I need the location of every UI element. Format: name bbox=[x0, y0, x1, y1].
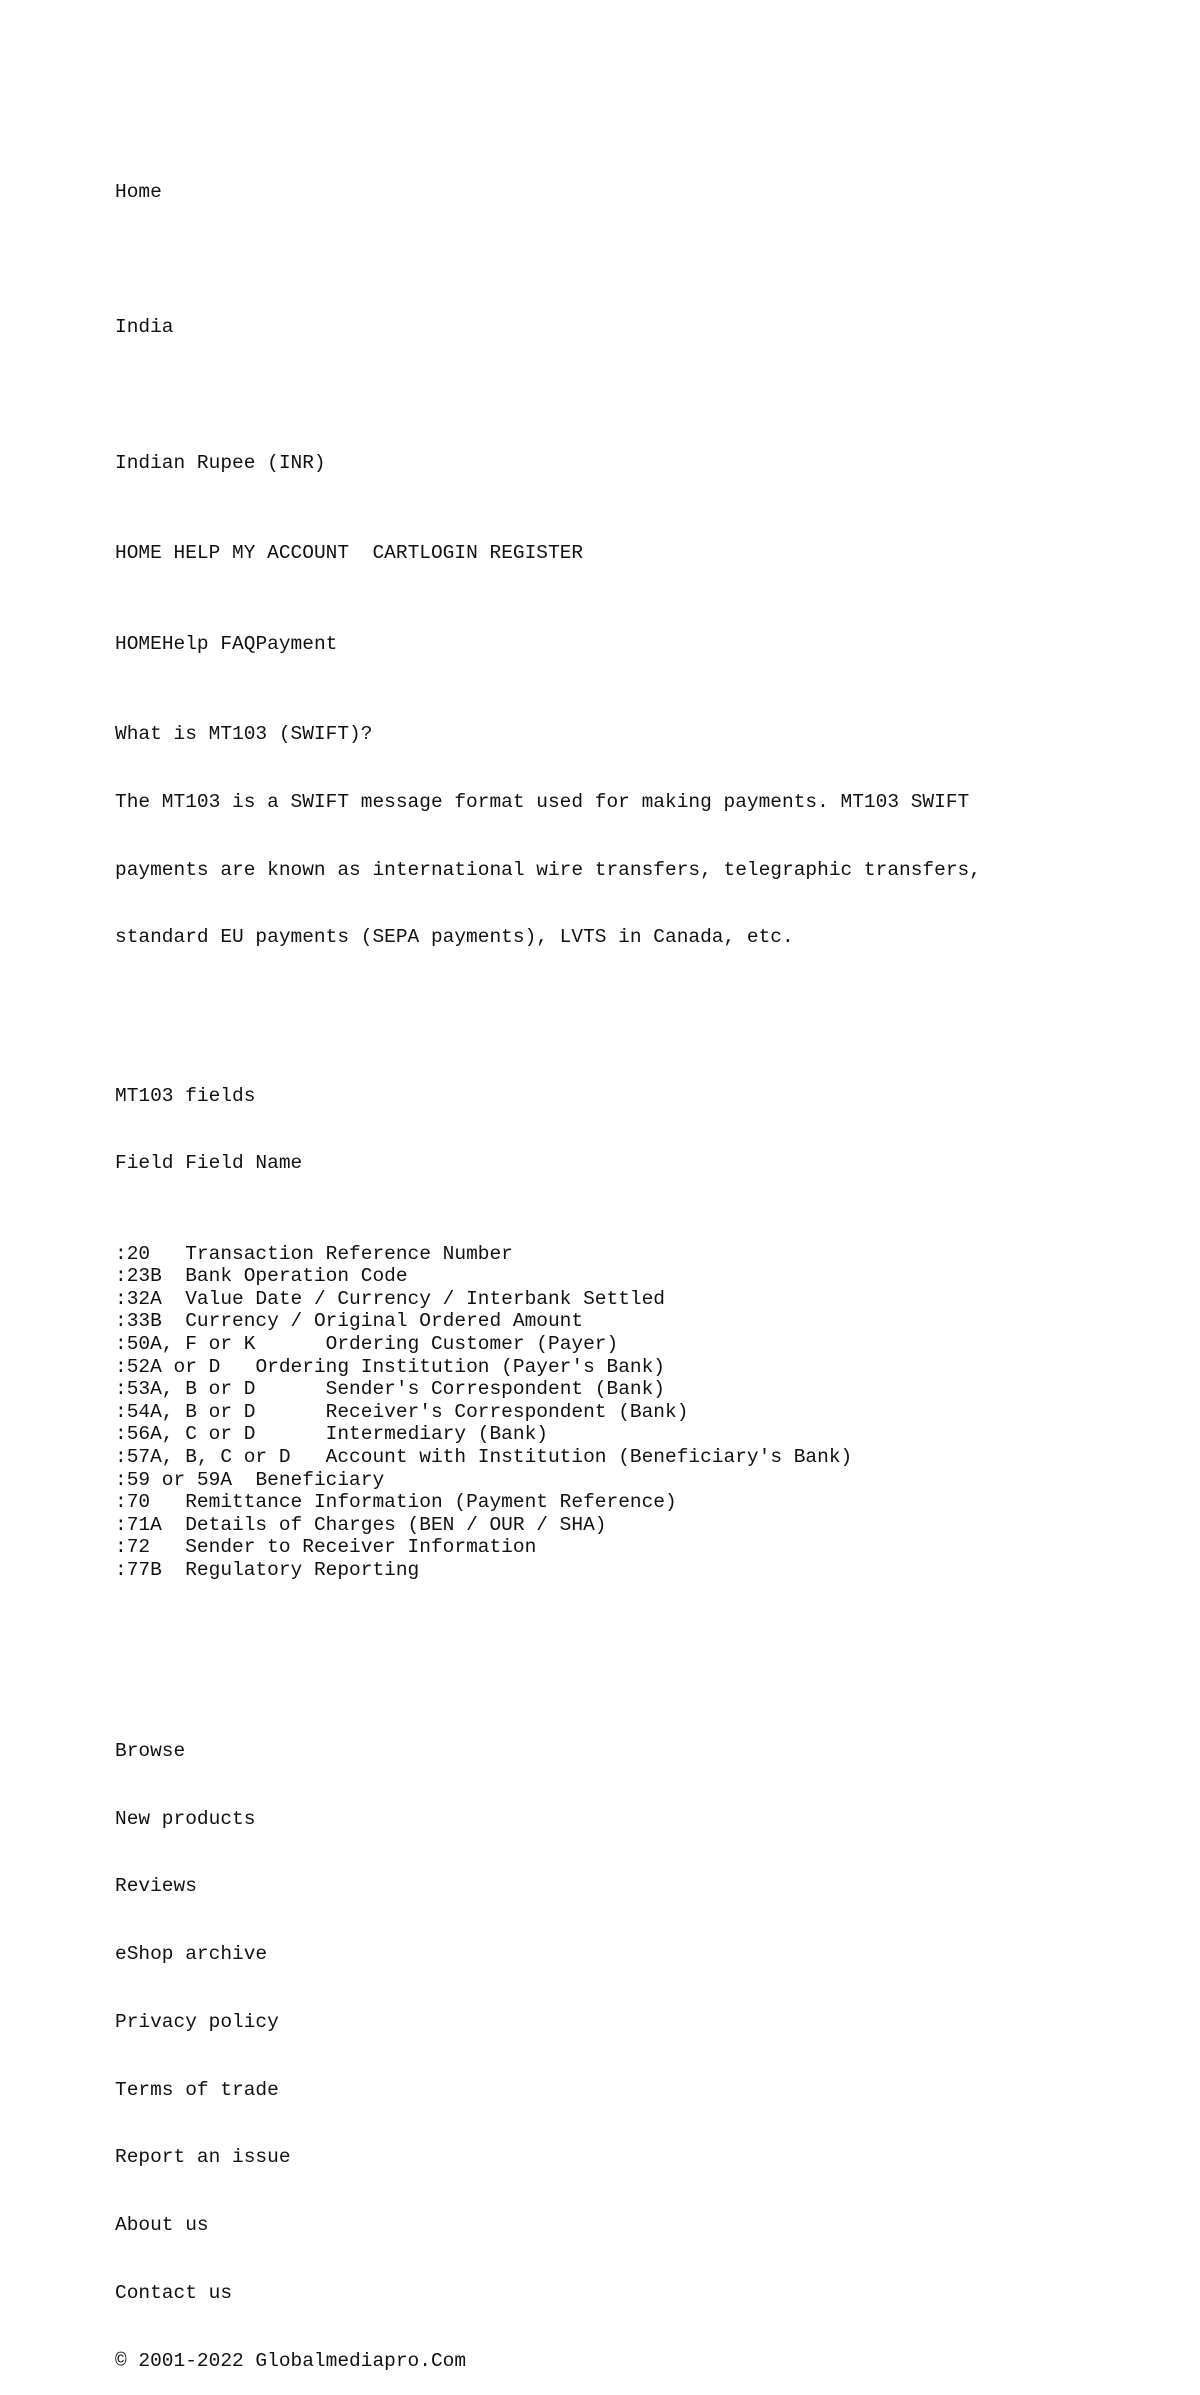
footer-link-text[interactable]: Reviews bbox=[115, 1875, 197, 1898]
page-title: What is MT103 (SWIFT)? bbox=[115, 723, 373, 746]
footer-link-text[interactable]: Privacy policy bbox=[115, 2010, 279, 2033]
footer-link-terms-of-trade[interactable] bbox=[115, 2079, 1115, 2102]
table-row bbox=[115, 1356, 1115, 1379]
breadcrumb bbox=[115, 633, 1115, 656]
table-row bbox=[115, 1446, 1115, 1469]
breadcrumb-current: Payment bbox=[255, 632, 338, 655]
table-cell-name: Currency / Original Ordered Amount bbox=[185, 1310, 584, 1333]
table-cell-field: :57A, B, C or D bbox=[115, 1446, 291, 1469]
spacer bbox=[115, 994, 1115, 1017]
nav-home[interactable]: HOME bbox=[115, 542, 162, 565]
country-selector-text[interactable]: India bbox=[115, 316, 174, 339]
table-cell-field: :50A, F or K bbox=[115, 1333, 256, 1356]
intro-paragraph-line: payments are known as international wire transfers, telegraphic transfers, bbox=[115, 858, 981, 881]
table-header-row bbox=[115, 1152, 1115, 1175]
table-cell-name: Bank Operation Code bbox=[185, 1265, 408, 1288]
table-row bbox=[115, 1423, 1115, 1446]
fields-table-body bbox=[115, 1243, 1115, 1582]
cell-gap bbox=[150, 1536, 185, 1558]
table-cell-field: :59 or 59A bbox=[115, 1468, 233, 1491]
top-nav bbox=[115, 542, 1115, 565]
table-cell-field: :33B bbox=[115, 1310, 162, 1333]
table-row bbox=[115, 1469, 1115, 1492]
table-row bbox=[115, 1333, 1115, 1356]
cell-gap bbox=[150, 1491, 185, 1513]
footer-link-text[interactable]: eShop archive bbox=[115, 1943, 268, 1966]
breadcrumb-help-faq[interactable]: Help FAQ bbox=[161, 632, 256, 655]
copyright: © 2001-2022 Globalmediapro.Com bbox=[115, 2349, 467, 2372]
table-cell-name: Receiver's Correspondent (Bank) bbox=[325, 1400, 689, 1423]
cell-gap bbox=[232, 1469, 255, 1491]
home-link-text[interactable]: Home bbox=[115, 180, 162, 203]
cell-gap bbox=[220, 1356, 255, 1378]
footer-link-new-products[interactable] bbox=[115, 1808, 1115, 1831]
table-cell-field: :56A, C or D bbox=[115, 1423, 256, 1446]
table-cell-name: Intermediary (Bank) bbox=[325, 1423, 548, 1446]
table-row bbox=[115, 1491, 1115, 1514]
footer-link-privacy-policy[interactable] bbox=[115, 2011, 1115, 2034]
table-cell-name: Sender's Correspondent (Bank) bbox=[325, 1378, 666, 1401]
cell-gap bbox=[162, 1265, 185, 1287]
footer-link-contact-us[interactable] bbox=[115, 2282, 1115, 2305]
currency-selector[interactable] bbox=[115, 452, 1115, 475]
table-cell-field: :77B bbox=[115, 1559, 162, 1581]
cell-gap bbox=[162, 1310, 185, 1332]
footer-link-browse[interactable] bbox=[115, 1740, 1115, 1763]
table-row bbox=[115, 1310, 1115, 1333]
page bbox=[115, 113, 1115, 2395]
table-cell-name: Remittance Information (Payment Reference) bbox=[185, 1491, 677, 1514]
footer-link-about-us[interactable] bbox=[115, 2214, 1115, 2237]
table-row bbox=[115, 1378, 1115, 1401]
footer-link-text[interactable]: About us bbox=[115, 2214, 209, 2237]
nav-login[interactable]: LOGIN bbox=[419, 542, 478, 565]
table-cell-name: Transaction Reference Number bbox=[185, 1242, 513, 1265]
nav-my-account[interactable]: MY ACCOUNT bbox=[232, 542, 350, 565]
table-cell-name: Ordering Institution (Payer's Bank) bbox=[255, 1355, 666, 1378]
cell-gap bbox=[255, 1423, 325, 1445]
table-cell-field: :32A bbox=[115, 1287, 162, 1310]
intro-paragraph-line: standard EU payments (SEPA payments), LVTS in Canada, etc. bbox=[115, 926, 794, 949]
nav-cart[interactable]: CART bbox=[372, 542, 420, 565]
footer-link-text[interactable]: Terms of trade bbox=[115, 2078, 279, 2101]
table-cell-name: Value Date / Currency / Interbank Settled bbox=[185, 1287, 665, 1310]
table-cell-name: Regulatory Reporting bbox=[185, 1559, 420, 1581]
table-cell-name: Beneficiary bbox=[255, 1468, 385, 1491]
footer-link-report-issue[interactable] bbox=[115, 2146, 1115, 2169]
cell-gap bbox=[162, 1559, 185, 1581]
spacer bbox=[115, 1649, 1115, 1672]
table-cell-field: :70 bbox=[115, 1491, 151, 1514]
table-caption: MT103 fields bbox=[115, 1084, 256, 1107]
table-cell-name: Sender to Receiver Information bbox=[185, 1536, 537, 1559]
table-cell-field: :71A bbox=[115, 1513, 162, 1536]
nav-register[interactable]: REGISTER bbox=[489, 542, 584, 565]
table-cell-field: :72 bbox=[115, 1536, 151, 1559]
spacer bbox=[115, 249, 1115, 272]
table-row bbox=[115, 1514, 1115, 1537]
footer-link-text[interactable]: New products bbox=[115, 1807, 256, 1830]
footer-link-text[interactable]: Report an issue bbox=[115, 2146, 291, 2169]
breadcrumb-home[interactable]: HOME bbox=[115, 632, 162, 655]
table-cell-field: :54A, B or D bbox=[115, 1400, 256, 1423]
cell-gap bbox=[162, 1288, 185, 1310]
table-row bbox=[115, 1243, 1115, 1266]
table-row bbox=[115, 1401, 1115, 1424]
footer-link-text[interactable]: Browse bbox=[115, 1739, 186, 1762]
table-cell-name: Ordering Customer (Payer) bbox=[325, 1333, 619, 1356]
table-row bbox=[115, 1536, 1115, 1559]
currency-selector-text[interactable]: Indian Rupee (INR) bbox=[115, 451, 326, 474]
table-cell-field: :52A or D bbox=[115, 1355, 221, 1378]
cell-gap bbox=[255, 1378, 325, 1400]
table-cell-field: :20 bbox=[115, 1242, 151, 1265]
table-cell-field: :53A, B or D bbox=[115, 1378, 256, 1401]
cell-gap bbox=[255, 1333, 325, 1355]
table-cell-name: Details of Charges (BEN / OUR / SHA) bbox=[185, 1513, 607, 1536]
cell-gap bbox=[291, 1446, 326, 1468]
table-row bbox=[115, 1288, 1115, 1311]
table-cell-field: :23B bbox=[115, 1265, 162, 1288]
footer-link-eshop-archive[interactable] bbox=[115, 1943, 1115, 1966]
footer-link-text[interactable]: Contact us bbox=[115, 2282, 233, 2304]
cell-gap bbox=[150, 1243, 185, 1265]
home-link[interactable] bbox=[115, 181, 1115, 204]
table-cell-name: Account with Institution (Beneficiary's Bank) bbox=[325, 1446, 853, 1469]
intro-paragraph-line: The MT103 is a SWIFT message format used for making payments. MT103 SWIFT bbox=[115, 790, 970, 813]
spacer bbox=[115, 384, 1115, 407]
table-header-field: Field bbox=[115, 1152, 174, 1175]
country-selector[interactable] bbox=[115, 316, 1115, 339]
table-row bbox=[115, 1265, 1115, 1288]
table-row bbox=[115, 1559, 1115, 1582]
cell-gap bbox=[162, 1514, 185, 1536]
footer-link-reviews[interactable] bbox=[115, 1875, 1115, 1898]
table-header-name: Field Name bbox=[185, 1152, 303, 1175]
cell-gap bbox=[255, 1401, 325, 1423]
nav-help[interactable]: HELP bbox=[173, 542, 221, 565]
